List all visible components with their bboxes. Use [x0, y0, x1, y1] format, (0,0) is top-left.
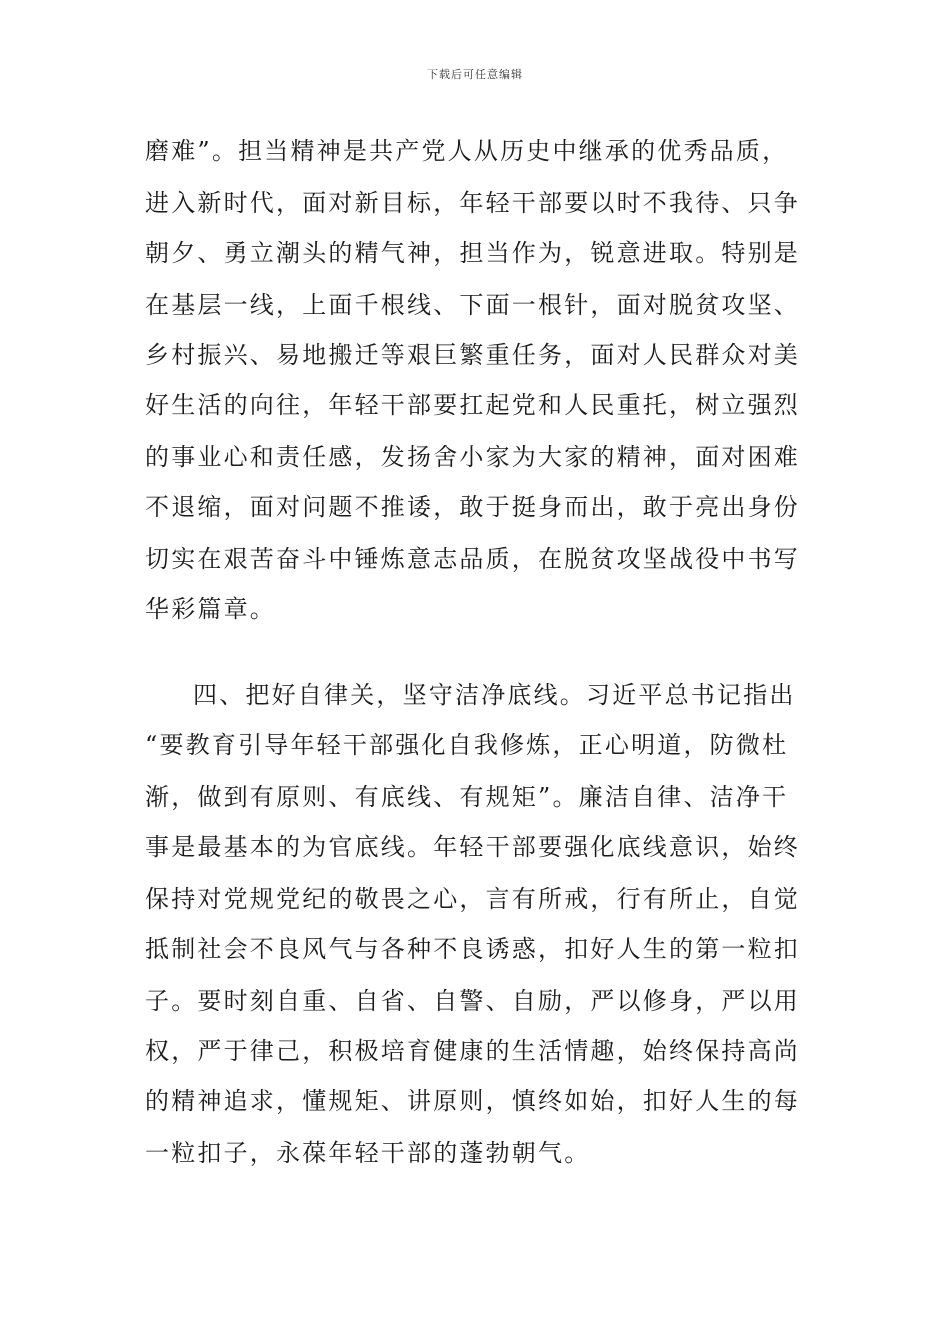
paragraph-1-line-8: 不退缩，面对问题不推诿，敢于挺身而出，敢于亮出身份: [145, 493, 800, 521]
paragraph-2-line-6: 抵制社会不良风气与各种不良诱惑，扣好人生的第一粒扣: [145, 935, 800, 963]
paragraph-1-line-10: 华彩篇章。: [145, 595, 276, 623]
paragraph-2-line-5: 保持对党规党纪的敬畏之心，言有所戒，行有所止，自觉: [145, 885, 800, 913]
paragraph-1-line-9: 切实在艰苦奋斗中锤炼意志品质，在脱贫攻坚战役中书写: [145, 545, 800, 573]
paragraph-2-line-1: 四、把好自律关，坚守洁净底线。习近平总书记指出: [193, 681, 796, 709]
paragraph-2-line-7: 子。要时刻自重、自省、自警、自励，严以修身，严以用: [145, 987, 800, 1015]
paragraph-1-line-3: 朝夕、勇立潮头的精气神，担当作为，锐意进取。特别是: [145, 239, 800, 267]
paragraph-1-line-2: 进入新时代，面对新目标，年轻干部要以时不我待、只争: [145, 189, 800, 217]
paragraph-2-line-8: 权，严于律己，积极培育健康的生活情趣，始终保持高尚: [145, 1037, 800, 1065]
paragraph-2-line-2: “要教育引导年轻干部强化自我修炼，正心明道，防微杜: [145, 731, 789, 759]
paragraph-2-line-10: 一粒扣子，永葆年轻干部的蓬勃朝气。: [145, 1139, 591, 1167]
paragraph-2-line-4: 事是最基本的为官底线。年轻干部要强化底线意识，始终: [145, 833, 800, 861]
paragraph-1-line-5: 乡村振兴、易地搬迁等艰巨繁重任务，面对人民群众对美: [145, 341, 800, 369]
paragraph-1-line-1: 磨难”。担当精神是共产党人从历史中继承的优秀品质，: [145, 137, 789, 165]
paragraph-1-line-6: 好生活的向往，年轻干部要扛起党和人民重托，树立强烈: [145, 391, 800, 419]
paragraph-2-line-9: 的精神追求，懂规矩、讲原则，慎终如始，扣好人生的每: [145, 1087, 800, 1115]
paragraph-1-line-4: 在基层一线，上面千根线、下面一根针，面对脱贫攻坚、: [145, 291, 800, 319]
paragraph-2-line-3: 渐，做到有原则、有底线、有规矩”。廉洁自律、洁净干: [145, 783, 789, 811]
paragraph-1-line-7: 的事业心和责任感，发扬舍小家为大家的精神，面对困难: [145, 443, 800, 471]
header-note: 下载后可任意编辑: [427, 68, 523, 81]
